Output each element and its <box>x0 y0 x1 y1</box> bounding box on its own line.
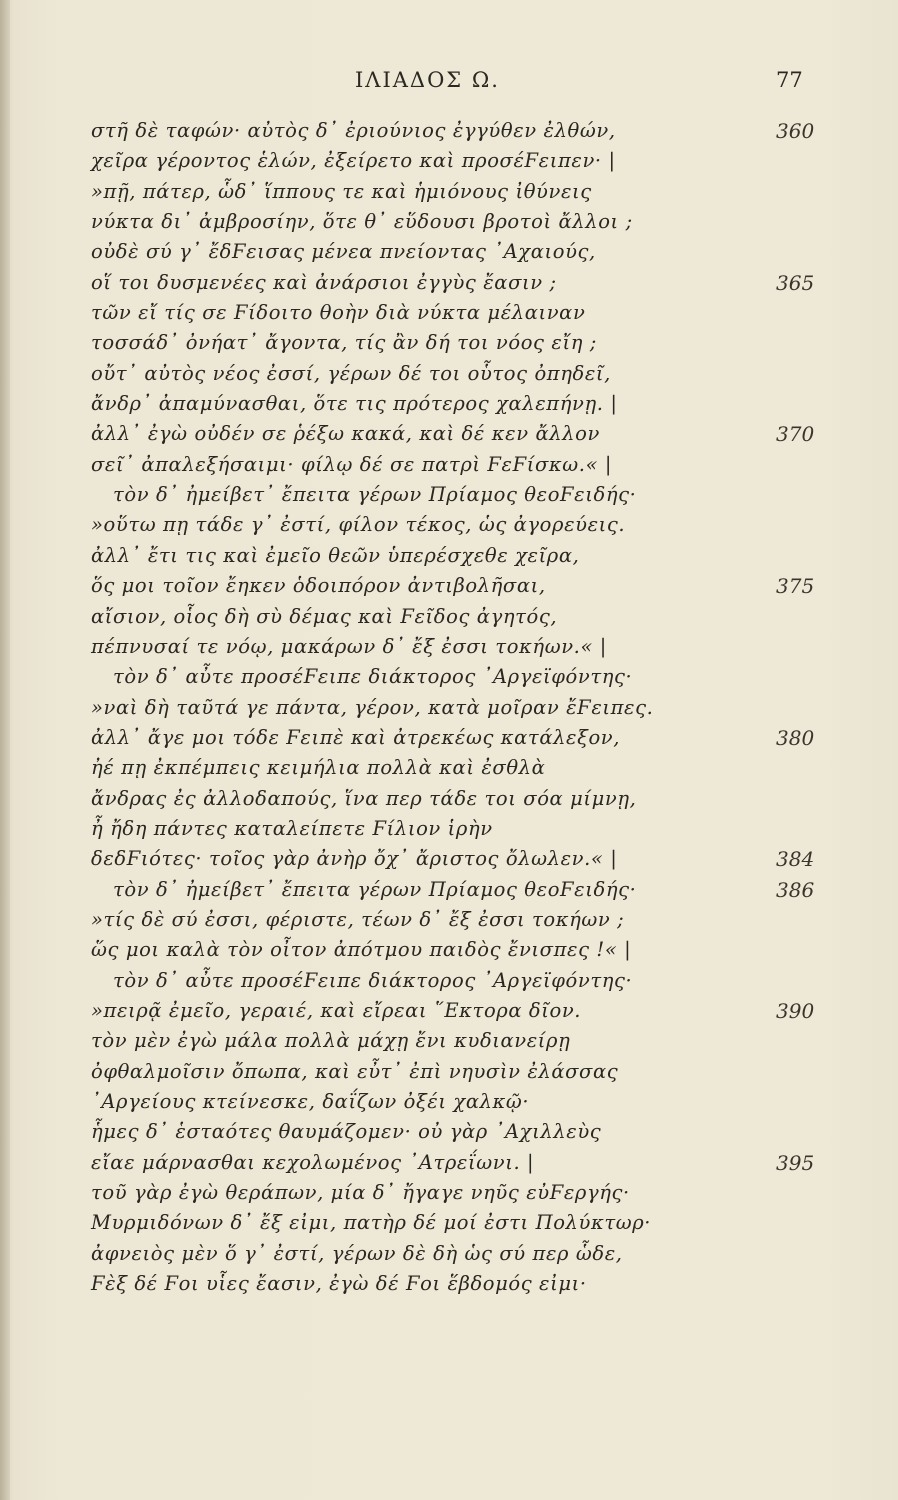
verse-text: ὥς μοι καλὰ τὸν οἶτον ἀπότμου παιδὸς ἔνισπες !« | <box>91 938 632 962</box>
verse-line <box>0 237 898 267</box>
verse-text: τὸν δ᾽ αὖτε προσέϜειπε διάκτορος ᾽Αργεϊφόντης· <box>113 665 633 689</box>
verse-text: ὀφθαλμοῖσιν ὄπωπα, καὶ εὖτ᾽ ἐπὶ νηυσὶν ἐλάσσας <box>91 1059 619 1083</box>
verse-text: ἀλλ᾽ ἄγε μοι τόδε Ϝειπὲ καὶ ἀτρεκέως κατάλεξον, <box>91 725 621 749</box>
verse-text: τὸν μὲν ἐγὼ μάλα πολλὰ μάχῃ ἔνι κυδιανείρῃ <box>91 1029 571 1053</box>
verse-line <box>0 693 898 723</box>
verse-text: ᾽Αργείους κτείνεσκε, δαΐζων ὀξέι χαλκῷ· <box>91 1090 530 1113</box>
verse-line <box>0 268 898 298</box>
verse-text: ἠέ πῃ ἐκπέμπεις κειμήλια πολλὰ καὶ ἐσθλὰ <box>91 756 546 780</box>
verse-text: οὔτ᾽ αὐτὸς νέος ἐσσί, γέρων δέ τοι οὗτος ὀπηδεῖ, <box>91 361 611 385</box>
verse-text: Ϝὲξ δέ Ϝοι υἷες ἔασιν, ἐγὼ δέ Ϝοι ἕβδομός εἰμι· <box>91 1272 587 1296</box>
verse-line <box>0 1178 898 1208</box>
verse-line <box>0 510 898 540</box>
verse-text: τὸν δ᾽ ἠμείβετ᾽ ἔπειτα γέρων Πρίαμος θεοϜειδής· <box>113 483 637 507</box>
verse-line <box>0 632 898 662</box>
verse-line <box>0 328 898 358</box>
verse-number: 375 <box>776 574 815 599</box>
verse-line <box>0 207 898 237</box>
verse-text: »πῇ, πάτερ, ὧδ᾽ ἵππους τε καὶ ἡμιόνους ἰθύνεις <box>91 179 592 203</box>
verse-line <box>0 966 898 996</box>
verse-text: δεδϜιότες· τοῖος γὰρ ἀνὴρ ὄχ᾽ ἄριστος ὄλωλεν.« | <box>91 847 618 871</box>
verse-text: χεῖρα γέροντος ἑλών, ἐξείρετο καὶ προσέϜειπεν· | <box>91 149 616 173</box>
verse-text: »ναὶ δὴ ταῦτά γε πάντα, γέρον, κατὰ μοῖραν ἔϜειπες. <box>91 695 654 719</box>
verse-line <box>0 298 898 328</box>
verse-line <box>0 389 898 419</box>
verse-text: οἵ τοι δυσμενέες καὶ ἀνάρσιοι ἐγγὺς ἔασιν ; <box>91 270 557 294</box>
verse-text: νύκτα δι᾽ ἀμβροσίην, ὅτε θ᾽ εὕδουσι βροτοὶ ἄλλοι ; <box>91 210 633 234</box>
verse-number: 380 <box>776 725 815 750</box>
verse-line <box>0 146 898 176</box>
running-title: ΙΛΙΑΔΟΣ Ω. <box>355 68 500 92</box>
verse-line <box>0 1239 898 1269</box>
verse-line <box>0 996 898 1026</box>
verse-line <box>0 450 898 480</box>
verse-line <box>0 1057 898 1087</box>
verse-line <box>0 935 898 965</box>
verse-text: οὐδὲ σύ γ᾽ ἔδϜεισας μένεα πνείοντας ᾽Αχαιούς, <box>91 240 596 264</box>
verse-text: τοσσάδ᾽ ὀνήατ᾽ ἄγοντα, τίς ἂν δή τοι νόος εἴη ; <box>91 331 597 355</box>
verse-line <box>0 814 898 844</box>
verse-number: 365 <box>776 270 815 295</box>
verse-line <box>0 905 898 935</box>
verse-text: πέπνυσαί τε νόῳ, μακάρων δ᾽ ἔξ ἐσσι τοκήων.« | <box>91 634 607 658</box>
verse-text: »πειρᾷ ἐμεῖο, γεραιέ, καὶ εἴρεαι ῞Εκτορα δῖον. <box>91 998 582 1022</box>
verse-text: ἦ ἤδη πάντες καταλείπετε Ϝίλιον ἱρὴν <box>91 816 493 840</box>
verse-text: ὅς μοι τοῖον ἔηκεν ὁδοιπόρον ἀντιβολῆσαι, <box>91 574 546 598</box>
verse-text: ἀφνειὸς μὲν ὅ γ᾽ ἐστί, γέρων δὲ δὴ ὡς σύ περ ὧδε, <box>91 1241 623 1265</box>
verse-text: τὸν δ᾽ αὖτε προσέϜειπε διάκτορος ᾽Αργεϊφόντης· <box>113 968 633 992</box>
verse-text: »οὕτω πῃ τάδε γ᾽ ἐστί, φίλον τέκος, ὡς ἀγορεύεις. <box>91 513 626 537</box>
verse-text: εἴαε μάρνασθαι κεχολωμένος ᾽Ατρεΐωνι. | <box>91 1150 535 1174</box>
verse-line <box>0 1269 898 1299</box>
verse-line <box>0 602 898 632</box>
verse-text: ἧμες δ᾽ ἑσταότες θαυμάζομεν· οὐ γὰρ ᾽Αχιλλεὺς <box>91 1120 602 1144</box>
verse-line <box>0 1087 898 1117</box>
verse-line <box>0 662 898 692</box>
verse-line <box>0 875 898 905</box>
verse-line <box>0 723 898 753</box>
verse-column <box>0 116 898 1299</box>
verse-line <box>0 116 898 146</box>
verse-number: 395 <box>776 1150 815 1175</box>
verse-line <box>0 359 898 389</box>
verse-number: 386 <box>776 877 815 902</box>
verse-line <box>0 1208 898 1238</box>
verse-line <box>0 571 898 601</box>
verse-text: ἀλλ᾽ ἐγὼ οὐδέν σε ῥέξω κακά, καὶ δέ κεν ἄλλον <box>91 422 600 446</box>
page-number: 77 <box>776 68 803 92</box>
verse-text: στῆ δὲ ταφών· αὐτὸς δ᾽ ἐριούνιος ἐγγύθεν ἐλθών, <box>91 119 616 142</box>
verse-text: ἀλλ᾽ ἔτι τις καὶ ἐμεῖο θεῶν ὑπερέσχεθε χεῖρα, <box>91 543 580 567</box>
verse-line <box>0 541 898 571</box>
verse-text: »τίς δὲ σύ ἐσσι, φέριστε, τέων δ᾽ ἔξ ἐσσι τοκήων ; <box>91 907 625 931</box>
verse-line <box>0 177 898 207</box>
verse-line <box>0 1117 898 1147</box>
verse-line <box>0 784 898 814</box>
verse-number: 390 <box>776 998 815 1023</box>
verse-line <box>0 753 898 783</box>
verse-text: τὸν δ᾽ ἠμείβετ᾽ ἔπειτα γέρων Πρίαμος θεοϜειδής· <box>113 877 637 901</box>
verse-text: ἄνδρας ἐς ἀλλοδαπούς, ἵνα περ τάδε τοι σόα μίμνῃ, <box>91 786 637 810</box>
verse-line <box>0 419 898 449</box>
running-head <box>0 68 898 98</box>
verse-line <box>0 844 898 874</box>
verse-text: Μυρμιδόνων δ᾽ ἔξ εἰμι, πατὴρ δέ μοί ἐστι Πολύκτωρ· <box>91 1211 652 1235</box>
verse-number: 360 <box>776 119 815 143</box>
verse-line <box>0 1026 898 1056</box>
verse-text: τῶν εἴ τίς σε Ϝίδοιτο θοὴν διὰ νύκτα μέλαιναν <box>91 301 586 325</box>
verse-text: αἴσιον, οἷος δὴ σὺ δέμας καὶ Ϝεῖδος ἀγητός, <box>91 604 558 628</box>
verse-number: 384 <box>776 847 815 872</box>
verse-line <box>0 480 898 510</box>
verse-text: ἄνδρ᾽ ἀπαμύνασθαι, ὅτε τις πρότερος χαλεπήνῃ. | <box>91 392 618 416</box>
verse-text: τοῦ γὰρ ἐγὼ θεράπων, μία δ᾽ ἤγαγε νηῦς εὐϜεργής· <box>91 1181 630 1205</box>
verse-line <box>0 1148 898 1178</box>
verse-number: 370 <box>776 422 815 447</box>
verse-text: σεῖ᾽ ἀπαλεξήσαιμι· φίλῳ δέ σε πατρὶ ϜεϜίσκω.« | <box>91 452 613 476</box>
